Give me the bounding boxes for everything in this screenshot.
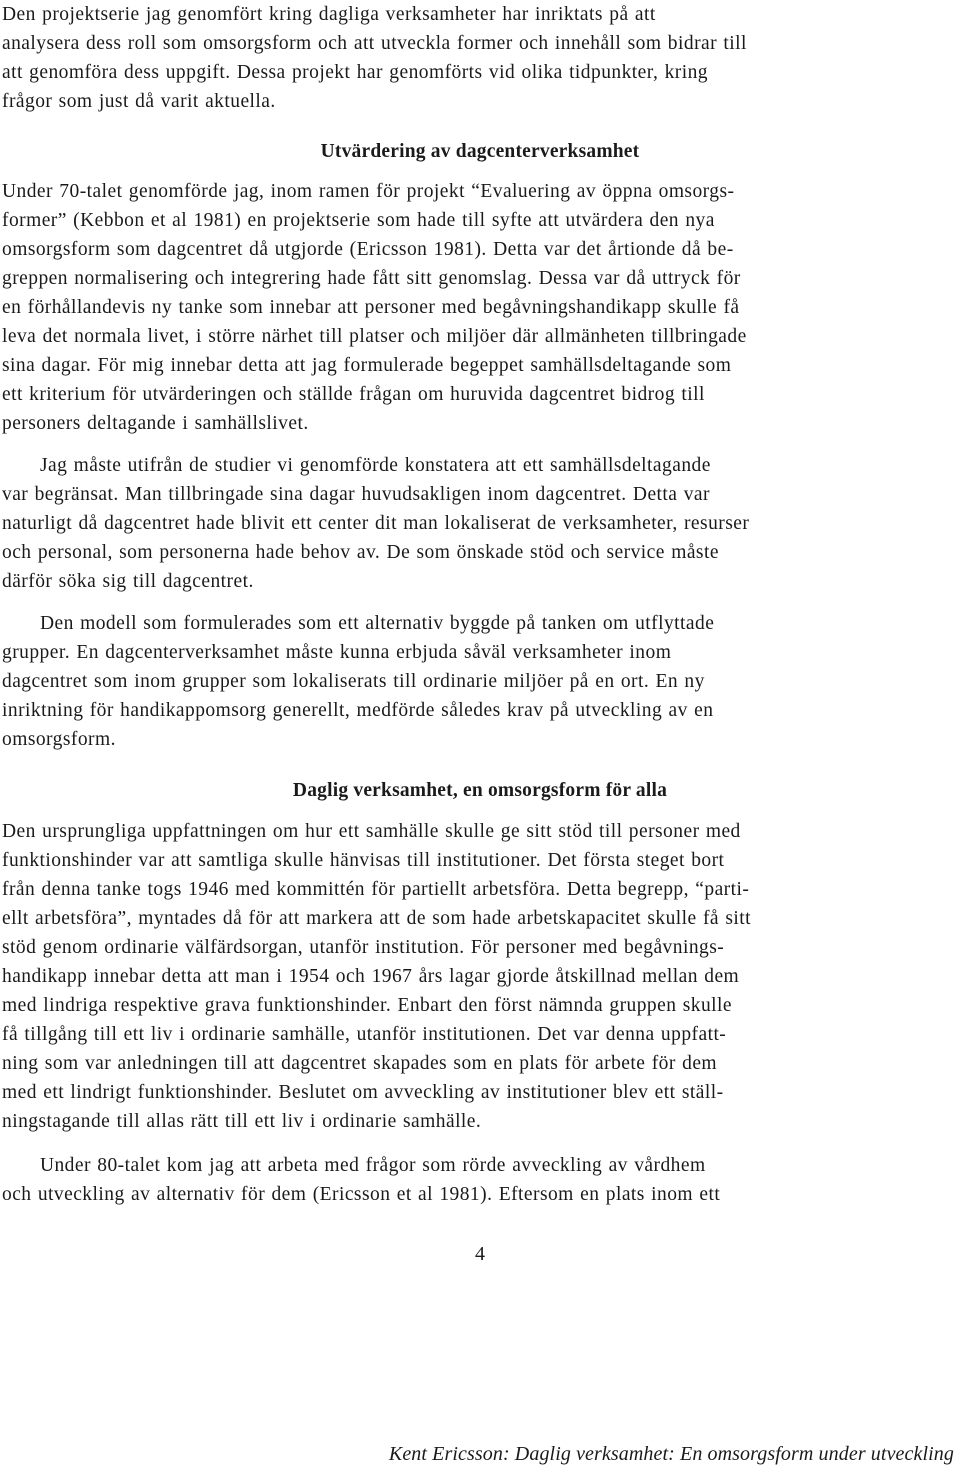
text-line: leva det normala livet, i större närhet till platser och miljöer där allmänheten tillbringade	[2, 326, 747, 347]
text-line: analysera dess roll som omsorgsform och att utveckla former och innehåll som bidrar till	[2, 33, 747, 54]
text-line: Under 80-talet kom jag att arbeta med frågor som rörde avveckling av vårdhem	[2, 1155, 706, 1176]
text-line: få tillgång till ett liv i ordinarie samhälle, utanför institutionen. Det var denna uppfatt-	[2, 1024, 727, 1045]
section-heading-daglig-verksamhet: Daglig verksamhet, en omsorgsform för alla	[292, 780, 668, 801]
text-line: Den ursprungliga uppfattningen om hur ett samhälle skulle ge sitt stöd till personer med	[2, 821, 741, 842]
text-line: omsorgsform.	[2, 729, 116, 750]
text-line: en förhållandevis ny tanke som innebar att personer med begåvningshandikapp skulle få	[2, 297, 740, 318]
intro-paragraph	[2, 0, 954, 116]
text-line: former” (Kebbon et al 1981) en projektserie som hade till syfte att utvärdera den nya	[2, 210, 715, 231]
text-line: Den projektserie jag genomfört kring dagliga verksamheter har inriktats på att	[2, 4, 656, 25]
text-line: med lindriga respektive grava funktionshinder. Enbart den först nämnda gruppen skulle	[2, 995, 733, 1016]
text-line: därför söka sig till dagcentret.	[2, 571, 254, 592]
text-line: handikapp innebar detta att man i 1954 och 1967 års lagar gjorde åtskillnad mellan dem	[2, 966, 740, 987]
page-number: 4	[475, 1243, 485, 1265]
text-line: Jag måste utifrån de studier vi genomförde konstatera att ett samhällsdeltagande	[2, 455, 711, 476]
text-line: omsorgsform som dagcentret då utgjorde (Ericsson 1981). Detta var det årtionde då be-	[2, 239, 734, 260]
section-heading-utvardering: Utvärdering av dagcenterverksamhet	[320, 141, 640, 162]
body-paragraph	[2, 177, 954, 438]
text-line: Under 70-talet genomförde jag, inom ramen för projekt “Evaluering av öppna omsorgs-	[2, 181, 735, 202]
text-line: ningstagande till allas rätt till ett liv i ordinarie samhälle.	[2, 1111, 482, 1132]
body-paragraph	[2, 1151, 954, 1209]
text-line: grupper. En dagcenterverksamhet måste kunna erbjuda såväl verksamheter inom	[2, 642, 672, 663]
text-line: funktionshinder var att samtliga skulle hänvisas till institutioner. Det första steget bort	[2, 850, 725, 871]
text-line: var begränsat. Man tillbringade sina dagar huvudsakligen inom dagcentret. Detta var	[2, 484, 710, 505]
body-paragraph	[2, 817, 954, 1136]
text-line: och utveckling av alternativ för dem (Ericsson et al 1981). Eftersom en plats inom ett	[2, 1184, 721, 1205]
text-line: dagcentret som inom grupper som lokaliserats till ordinarie miljöer på en ort. En ny	[2, 671, 705, 692]
text-line: inriktning för handikappomsorg generellt, medförde således krav på utveckling av en	[2, 700, 714, 721]
text-line: stöd genom ordinarie välfärdsorgan, utanför institution. För personer med begåvnings-	[2, 937, 725, 958]
text-line: ett kriterium för utvärderingen och ställde frågan om huruvida dagcentret bidrog till	[2, 384, 705, 405]
page-footer: Kent Ericsson: Daglig verksamhet: En omsorgsform under utveckling	[388, 1443, 954, 1465]
text-line: frågor som just då varit aktuella.	[2, 91, 276, 112]
text-line: greppen normalisering och integrering hade fått sitt genomslag. Dessa var då uttryck för	[2, 268, 741, 289]
text-line: att genomföra dess uppgift. Dessa projekt har genomförts vid olika tidpunkter, kring	[2, 62, 709, 83]
text-line: och personal, som personerna hade behov av. De som önskade stöd och service måste	[2, 542, 719, 563]
text-line: ning som var anledningen till att dagcentret skapades som en plats för arbete för dem	[2, 1053, 718, 1074]
text-line: naturligt då dagcentret hade blivit ett center dit man lokaliserat de verksamheter, resurser	[2, 513, 750, 534]
text-line: från denna tanke togs 1946 med kommittén för partiellt arbetsföra. Detta begrepp, “parti-	[2, 879, 750, 900]
text-line: ellt arbetsföra”, myntades då för att markera att de som hade arbetskapacitet skulle få sitt	[2, 908, 751, 929]
text-line: med ett lindrigt funktionshinder. Beslutet om avveckling av institutioner blev ett ställ-	[2, 1082, 724, 1103]
text-line: personers deltagande i samhällslivet.	[2, 413, 309, 434]
body-paragraph	[2, 609, 954, 754]
body-paragraph	[2, 451, 954, 596]
text-line: sina dagar. För mig innebar detta att jag formulerade begeppet samhällsdeltagande som	[2, 355, 732, 376]
text-line: Den modell som formulerades som ett alternativ byggde på tanken om utflyttade	[2, 613, 715, 634]
